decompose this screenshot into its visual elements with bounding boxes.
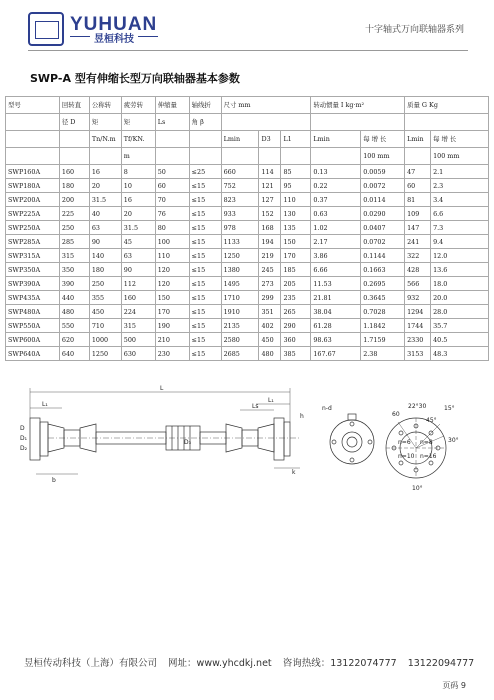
header-cell: Lmin [221,131,259,148]
header-cell: Lmin [405,131,431,148]
header-cell: L1 [281,131,311,148]
table-cell: 20 [121,207,155,221]
table-cell: 0.13 [311,165,361,179]
footer-hotline: 咨询热线：13122074777 [282,658,397,669]
table-cell: 0.63 [311,207,361,221]
table-cell: 350 [59,263,89,277]
header-cell: 疲劳转 [121,97,155,114]
table-cell: 219 [259,249,281,263]
table-cell: 35.7 [431,319,489,333]
table-cell: 1380 [221,263,259,277]
table-row [6,347,489,361]
table-cell: 20.0 [431,291,489,305]
label-l: L [160,385,164,392]
header-cell: 每 增 长 [431,131,489,148]
table-cell: ≤25 [189,165,221,179]
header-cell [89,148,121,165]
table-row [6,193,489,207]
table-cell: 81 [405,193,431,207]
logo-text-cn: 昱桓科技 [94,34,134,45]
table-cell: 1.7159 [361,333,405,347]
table-cell: 1710 [221,291,259,305]
table-cell: 18.0 [431,277,489,291]
table-cell: SWP640A [6,347,60,361]
table-cell: 98.63 [311,333,361,347]
table-cell: 224 [121,305,155,319]
table-cell: 40 [89,207,121,221]
table-cell: 70 [155,193,189,207]
label-l1: L₁ [42,401,48,408]
page-number: 页码 9 [442,681,466,690]
header-cell: 伸缩量 [155,97,189,114]
table-cell: 45 [121,235,155,249]
table-cell: 110 [281,193,311,207]
table-cell: 0.2695 [361,277,405,291]
table-cell: 660 [221,165,259,179]
table-cell: 2330 [405,333,431,347]
logo-divider-right [138,36,158,37]
table-cell: 550 [59,319,89,333]
header-cell [311,114,405,131]
table-cell: 450 [89,305,121,319]
table-cell: 1.1842 [361,319,405,333]
header-cell [405,114,489,131]
table-row [6,333,489,347]
label-d1: D₁ [20,435,28,442]
table-cell: ≤15 [189,291,221,305]
header-cell: 径 D [59,114,89,131]
table-cell: 205 [281,277,311,291]
table-cell: 315 [121,319,155,333]
table-cell: ≤15 [189,277,221,291]
header-cell: 回转直 [59,97,89,114]
table-cell: 31.5 [121,221,155,235]
table-cell: 100 [155,235,189,249]
table-cell: 250 [89,277,121,291]
table-row [6,305,489,319]
table-cell: 3.86 [311,249,361,263]
table-row [6,221,489,235]
label-ls: Ls [252,403,259,410]
table-cell: 8 [121,165,155,179]
table-cell: 152 [259,207,281,221]
label-10: 10° [412,485,423,492]
label-22-30: 22°30 [408,403,427,410]
table-cell: 0.0059 [361,165,405,179]
header-cell: Tf/KN. [121,131,155,148]
table-cell: ≤15 [189,221,221,235]
header-cell [311,148,361,165]
table-cell: 299 [259,291,281,305]
header-cell: Lmin [311,131,361,148]
table-cell: 0.1144 [361,249,405,263]
table-cell: ≤15 [189,249,221,263]
table-cell: 61.28 [311,319,361,333]
label-n16: n=16 [420,453,437,460]
table-cell: 351 [259,305,281,319]
table-cell: 180 [89,263,121,277]
table-cell: 20 [89,179,121,193]
header-cell [221,114,311,131]
label-n6: n=6 [398,439,411,446]
label-n10: n=10 [398,453,415,460]
table-cell: 0.0290 [361,207,405,221]
table-cell: 322 [405,249,431,263]
table-cell: 0.0072 [361,179,405,193]
table-cell: 9.4 [431,235,489,249]
doc-title: SWP-A 型有伸缩长型万向联轴器基本参数 [30,72,240,85]
table-cell: 16 [89,165,121,179]
table-cell: 80 [155,221,189,235]
table-cell: ≤15 [189,207,221,221]
table-cell: 440 [59,291,89,305]
table-cell: 0.1663 [361,263,405,277]
table-cell: 355 [89,291,121,305]
table-cell: 360 [281,333,311,347]
table-cell: SWP435A [6,291,60,305]
table-cell: 120 [155,263,189,277]
header-cell [155,131,189,148]
table-cell: 285 [59,235,89,249]
table-cell: 480 [59,305,89,319]
table-cell: 932 [405,291,431,305]
footer-website[interactable]: 网址：www.yhcdkj.net [168,658,272,669]
header-cell [259,148,281,165]
table-cell: 109 [405,207,431,221]
label-k: k [292,469,296,476]
table-cell: 0.3645 [361,291,405,305]
table-cell: 167.67 [311,347,361,361]
label-b: b [52,477,56,484]
table-cell: 265 [281,305,311,319]
table-cell: ≤15 [189,235,221,249]
table-cell: 640 [59,347,89,361]
table-cell: ≤15 [189,263,221,277]
header-cell: 质量 G Kg [405,97,489,114]
table-cell: 12.0 [431,249,489,263]
table-cell: 7.3 [431,221,489,235]
header-cell: 每 增 长 [361,131,405,148]
table-cell: 290 [281,319,311,333]
table-cell: 0.0407 [361,221,405,235]
label-d: D [20,425,25,432]
table-cell: SWP160A [6,165,60,179]
label-d2: D₂ [20,445,28,452]
table-cell: 385 [281,347,311,361]
table-cell: 120 [155,277,189,291]
table-cell: 225 [59,207,89,221]
label-nd: n-d [322,405,332,412]
table-cell: 2685 [221,347,259,361]
table-cell: 0.0702 [361,235,405,249]
table-cell: 2.17 [311,235,361,249]
header-rule [28,50,468,51]
table-cell: 428 [405,263,431,277]
table-cell: 1744 [405,319,431,333]
table-cell: 160 [59,165,89,179]
table-cell: SWP600A [6,333,60,347]
table-cell: 1294 [405,305,431,319]
table-cell: 210 [155,333,189,347]
table-cell: 3.4 [431,193,489,207]
header-cell: 矩 [89,114,121,131]
table-row [6,319,489,333]
table-cell: SWP180A [6,179,60,193]
table-cell: 1495 [221,277,259,291]
table-cell: 85 [281,165,311,179]
table-cell: 630 [121,347,155,361]
header-cell: 公称转 [89,97,121,114]
header-cell: 矩 [121,114,155,131]
table-cell: 480 [259,347,281,361]
table-cell: 76 [155,207,189,221]
header-cell [189,131,221,148]
table-cell: 140 [89,249,121,263]
header-cell: Ls [155,114,189,131]
table-cell: 6.66 [311,263,361,277]
header-cell [155,148,189,165]
table-cell: SWP350A [6,263,60,277]
table-cell: 112 [121,277,155,291]
table-cell: 235 [281,291,311,305]
table-cell: 95 [281,179,311,193]
header-cell: 轴线折 [189,97,221,114]
table-cell: 60 [405,179,431,193]
table-cell: 273 [259,277,281,291]
table-cell: 245 [259,263,281,277]
header-cell: 型号 [6,97,60,114]
table-cell: 28.0 [431,305,489,319]
table-cell: 823 [221,193,259,207]
technical-drawings [0,378,494,498]
table-cell: 190 [155,319,189,333]
table-cell: ≤15 [189,333,221,347]
table-cell: SWP250A [6,221,60,235]
table-cell: 150 [155,291,189,305]
header-cell: 100 mm [361,148,405,165]
table-cell: 500 [121,333,155,347]
table-cell: 3153 [405,347,431,361]
table-cell: 47 [405,165,431,179]
table-cell: SWP225A [6,207,60,221]
table-cell: 1000 [89,333,121,347]
series-title: 十字轴式万向联轴器系列 [364,25,464,35]
table-cell: 90 [89,235,121,249]
table-cell: 315 [59,249,89,263]
table-cell: 121 [259,179,281,193]
table-cell: 450 [259,333,281,347]
table-cell: SWP285A [6,235,60,249]
table-cell: 250 [59,221,89,235]
table-cell: 2135 [221,319,259,333]
table-row [6,235,489,249]
table-cell: 1250 [89,347,121,361]
table-cell: 16 [121,193,155,207]
table-cell: 241 [405,235,431,249]
table-cell: 114 [259,165,281,179]
table-row [6,249,489,263]
header-cell [6,148,60,165]
header-cell: D3 [259,131,281,148]
table-cell: 170 [155,305,189,319]
table-cell: 1910 [221,305,259,319]
header-cell [59,148,89,165]
table-cell: ≤15 [189,347,221,361]
table-cell: 168 [259,221,281,235]
header-cell [405,148,431,165]
table-cell: 48.3 [431,347,489,361]
table-cell: 10 [121,179,155,193]
table-cell: 0.22 [311,179,361,193]
table-cell: 150 [281,235,311,249]
table-cell: 13.6 [431,263,489,277]
label-30: 30° [448,437,459,444]
header-cell [6,131,60,148]
label-d3: D₃ [184,439,192,446]
table-cell: ≤15 [189,305,221,319]
table-row [6,277,489,291]
parameter-table [5,96,489,361]
table-cell: 135 [281,221,311,235]
header-cell: m [121,148,155,165]
logo-mark [28,12,64,46]
table-cell: 620 [59,333,89,347]
table-cell: SWP315A [6,249,60,263]
label-60: 60 [392,411,400,418]
label-n8: n=8 [420,439,433,446]
table-cell: 180 [59,179,89,193]
table-cell: 1133 [221,235,259,249]
table-cell: SWP200A [6,193,60,207]
table-row [6,291,489,305]
table-cell: 0.0114 [361,193,405,207]
header-cell [221,148,259,165]
table-cell: ≤15 [189,319,221,333]
table-cell: 2.3 [431,179,489,193]
table-cell: SWP390A [6,277,60,291]
header-cell: 转动惯量 I kg·m² [311,97,405,114]
table-cell: 978 [221,221,259,235]
table-cell: 185 [281,263,311,277]
table-cell: 0.37 [311,193,361,207]
footer [24,655,482,669]
table-cell: ≤15 [189,179,221,193]
label-h: h [300,413,304,420]
table-cell: 194 [259,235,281,249]
table-cell: 402 [259,319,281,333]
table-cell: SWP480A [6,305,60,319]
label-l1b: L₁ [268,397,274,404]
table-row [6,165,489,179]
header-cell: 100 mm [431,148,489,165]
table-cell: 63 [121,249,155,263]
table-cell: 200 [59,193,89,207]
label-15: 15° [444,405,455,412]
header-cell: 尺寸 mm [221,97,311,114]
header-cell [189,148,221,165]
table-cell: 752 [221,179,259,193]
table-cell: 31.5 [89,193,121,207]
table-cell: 40.5 [431,333,489,347]
header-cell [6,114,60,131]
table-cell: 38.04 [311,305,361,319]
table-cell: 160 [121,291,155,305]
table-cell: 933 [221,207,259,221]
table-cell: 0.7028 [361,305,405,319]
table-cell: 147 [405,221,431,235]
footer-company: 昱桓传动科技（上海）有限公司 [24,658,158,669]
table-cell: 710 [89,319,121,333]
footer-phone2: 13122094777 [407,658,475,669]
table-cell: 130 [281,207,311,221]
header-cell [59,131,89,148]
table-row [6,207,489,221]
table-cell: 6.6 [431,207,489,221]
table-cell: 60 [155,179,189,193]
logo-text-en: YUHUAN [70,14,158,35]
table-cell: 110 [155,249,189,263]
table-cell: 127 [259,193,281,207]
header-cell: 角 β [189,114,221,131]
table-row [6,263,489,277]
table-cell: 230 [155,347,189,361]
logo-divider-left [70,36,90,37]
table-cell: ≤15 [189,193,221,207]
header-cell: Tn/N.m [89,131,121,148]
table-cell: 11.53 [311,277,361,291]
label-45: 45° [426,417,437,424]
table-cell: 170 [281,249,311,263]
table-row [6,179,489,193]
table-cell: SWP550A [6,319,60,333]
table-cell: 50 [155,165,189,179]
table-cell: 2.1 [431,165,489,179]
table-cell: 1250 [221,249,259,263]
table-cell: 90 [121,263,155,277]
table-cell: 566 [405,277,431,291]
table-cell: 2580 [221,333,259,347]
table-cell: 390 [59,277,89,291]
table-cell: 1.02 [311,221,361,235]
table-cell: 63 [89,221,121,235]
table-cell: 2.38 [361,347,405,361]
table-cell: 21.81 [311,291,361,305]
header-cell [281,148,311,165]
